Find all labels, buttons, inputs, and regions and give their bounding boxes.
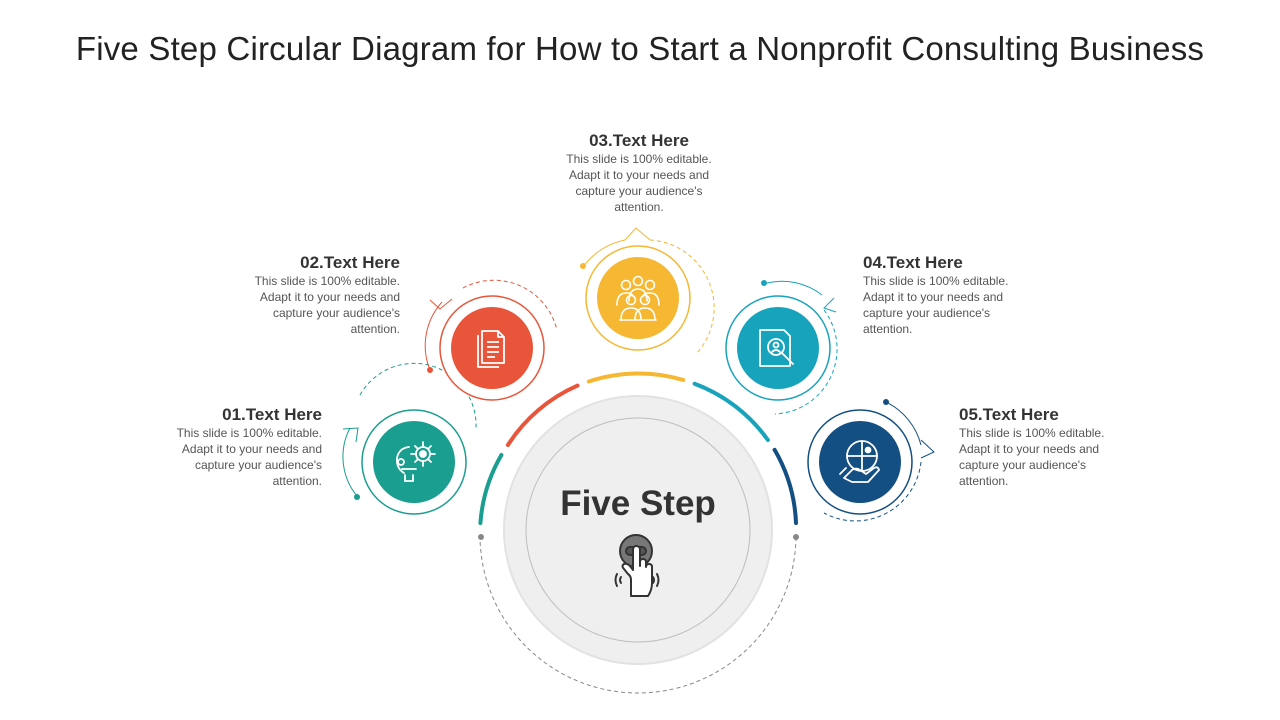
- ring-end-dot-left: [478, 534, 484, 540]
- arc-segment-1: [480, 455, 501, 523]
- arc-segment-3: [589, 373, 683, 381]
- step-2-heading: 02.Text Here: [300, 253, 400, 272]
- step-3-body: This slide is 100% editable. Adapt it to your needs and capture your audience's attention.: [566, 152, 712, 214]
- step-1-body: This slide is 100% editable. Adapt it to your needs and capture your audience's attention.: [176, 426, 322, 488]
- step-4-text: [863, 253, 1033, 337]
- step-2-body: This slide is 100% editable. Adapt it to your needs and capture your audience's attention.: [254, 274, 400, 336]
- step-1-heading: 01.Text Here: [222, 405, 322, 424]
- step-3-text: [554, 131, 724, 215]
- center-outer-disc: [504, 396, 772, 664]
- step-5-node: [808, 399, 934, 521]
- ring-end-dot-right: [793, 534, 799, 540]
- step-4-heading: 04.Text Here: [863, 253, 963, 272]
- step-5-text: [959, 405, 1129, 489]
- step-4-node: [726, 280, 837, 414]
- step-5-heading: 05.Text Here: [959, 405, 1059, 424]
- step-2-node: [425, 280, 557, 400]
- step-3-heading: 03.Text Here: [589, 131, 689, 150]
- step-2-text: [230, 253, 400, 337]
- step-5-body: This slide is 100% editable. Adapt it to your needs and capture your audience's attention.: [959, 426, 1105, 488]
- arc-segment-5: [775, 450, 796, 523]
- step-3-node: [580, 228, 714, 353]
- center-label: Five Step: [560, 484, 716, 523]
- step-4-body: This slide is 100% editable. Adapt it to your needs and capture your audience's attention.: [863, 274, 1009, 336]
- page-title: Five Step Circular Diagram for How to Start a Nonprofit Consulting Business: [75, 30, 1205, 67]
- step-1-text: [152, 405, 322, 489]
